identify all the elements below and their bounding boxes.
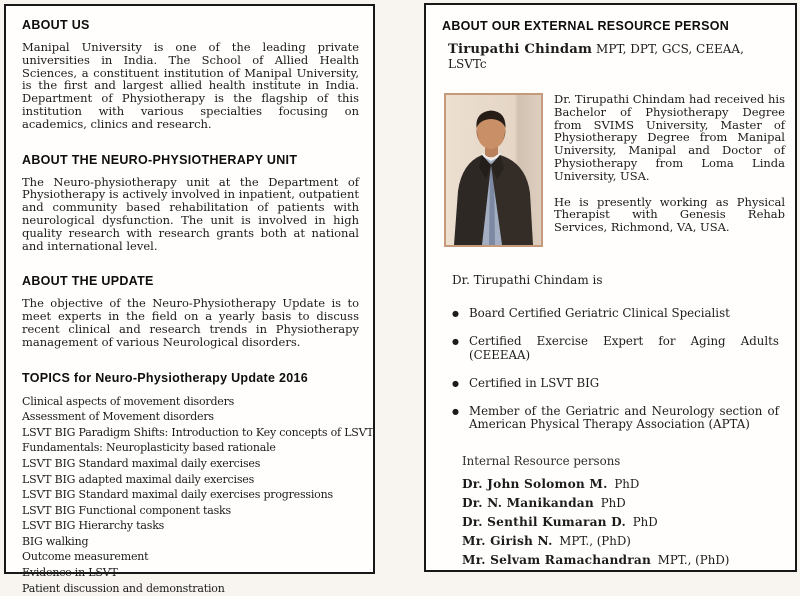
internal-person-name: Dr. N. Manikandan xyxy=(462,495,594,510)
topic-item: LSVT BIG Standard maximal daily exercises xyxy=(22,456,261,470)
bio-paragraph-1: Dr. Tirupathi Chindam had received his Bachelor of Physiotherapy Degree from SVIMS University, Master of Physiotherapy Degree from Manipal University, Manipal and Doctor of Physiotherapy from Loma Linda University, USA. xyxy=(554,92,785,183)
internal-person-name: Mr. Selvam Ramachandran xyxy=(462,552,652,567)
topic-item: LSVT BIG Standard maximal daily exercises progressions xyxy=(22,488,333,502)
topic-item: BIG walking xyxy=(22,534,89,548)
internal-resource-heading: Internal Resource persons xyxy=(462,453,621,468)
bullet-icon: ● xyxy=(452,309,459,318)
topics-heading: TOPICS for Neuro-Physiotherapy Update 2016 xyxy=(22,370,309,385)
bio-text-column xyxy=(554,93,785,247)
person-name-line xyxy=(448,42,785,71)
section-body: The objective of the Neuro-Physiotherapy Update is to meet experts in the field on a yearly basis to discuss recent clinical and research trends in Physiotherapy management of various Neurological disorders. xyxy=(22,296,359,349)
about-section xyxy=(22,274,359,348)
person-name: Tirupathi Chindam xyxy=(448,42,593,57)
about-sections xyxy=(22,18,359,349)
internal-persons-list xyxy=(462,478,785,567)
section-heading: ABOUT THE NEURO-PHYSIOTHERAPY UNIT xyxy=(22,152,298,167)
person-credentials: MPT, DPT, GCS, CEEAA, LSVTc xyxy=(448,42,744,71)
topic-item: LSVT BIG Paradigm Shifts: Introduction to Key concepts of LSVT xyxy=(22,425,374,439)
topic-item: LSVT BIG Hierarchy tasks xyxy=(22,519,165,533)
qualification-item xyxy=(452,405,785,432)
qualification-text: Certified in LSVT BIG xyxy=(468,375,600,390)
portrait-illustration xyxy=(446,95,541,245)
qualifications-list xyxy=(452,307,785,432)
internal-person xyxy=(462,516,785,529)
section-heading: ABOUT THE UPDATE xyxy=(22,274,154,289)
internal-person xyxy=(462,554,785,567)
qualification-item xyxy=(452,335,785,362)
section-heading: ABOUT US xyxy=(22,18,90,32)
left-panel xyxy=(4,4,375,595)
qualification-text: Board Certified Geriatric Clinical Specialist xyxy=(468,306,730,320)
qualification-text: Member of the Geriatric and Neurology section of American Physical Therapy Association (APTA) xyxy=(468,403,779,431)
internal-person-degree: PhD xyxy=(614,476,640,491)
bio-paragraph-2: He is presently working as Physical Therapist with Genesis Rehab Services, Richmond, VA, USA. xyxy=(554,194,785,235)
bio-row xyxy=(444,93,785,247)
topic-item: Fundamentals: Neuroplasticity based rationale xyxy=(22,441,276,455)
topic-item: LSVT BIG adapted maximal daily exercises xyxy=(22,472,255,486)
topics-list xyxy=(22,394,374,596)
internal-person-degree: PhD xyxy=(632,514,658,529)
qualification-item xyxy=(452,307,785,321)
bullet-icon: ● xyxy=(452,378,459,388)
qualifications-intro: Dr. Tirupathi Chindam is xyxy=(452,273,603,287)
qualification-text: Certified Exercise Expert for Aging Adults (CEEEAA) xyxy=(468,334,779,362)
section-body: The Neuro-physiotherapy unit at the Department of Physiotherapy is actively involved in inpatient, outpatient and community based rehabilitation of patients with neurological dysfunction. The unit is involved in high quality research with research grants both at national and international level. xyxy=(22,174,359,253)
topic-item: Assessment of Movement disorders xyxy=(22,410,214,424)
internal-person xyxy=(462,478,785,491)
external-person-heading: ABOUT OUR EXTERNAL RESOURCE PERSON xyxy=(442,19,730,33)
about-section xyxy=(22,18,359,131)
internal-person xyxy=(462,535,785,548)
internal-person xyxy=(462,497,785,510)
right-panel xyxy=(424,3,797,572)
bullet-icon: ● xyxy=(452,406,459,416)
qualification-item xyxy=(452,377,785,391)
about-section xyxy=(22,153,359,253)
internal-person-degree: MPT., (PhD) xyxy=(657,552,730,567)
topic-item: Clinical aspects of movement disorders xyxy=(22,394,235,408)
resource-person-photo xyxy=(444,93,543,247)
topic-item: LSVT BIG Functional component tasks xyxy=(22,503,231,517)
internal-person-degree: MPT., (PhD) xyxy=(559,533,631,548)
internal-resource-section xyxy=(462,454,785,567)
topic-item: Evidence in LSVT xyxy=(22,566,118,580)
internal-person-name: Mr. Girish N. xyxy=(462,533,553,548)
topic-item: Outcome measurement xyxy=(22,550,149,564)
bullet-icon: ● xyxy=(452,337,459,346)
section-body: Manipal University is one of the leading private universities in India. The School of Allied Health Sciences, a constituent institution of Manipal University, is the first and largest allied health institute in India. Department of Physiotherapy is the flagship of this institution with various specialties focusing on academics, clinics and research. xyxy=(22,40,359,131)
internal-person-name: Dr. Senthil Kumaran D. xyxy=(462,514,626,529)
internal-person-degree: PhD xyxy=(600,495,626,510)
topic-item: Patient discussion and demonstration xyxy=(22,581,225,595)
internal-person-name: Dr. John Solomon M. xyxy=(462,476,608,491)
